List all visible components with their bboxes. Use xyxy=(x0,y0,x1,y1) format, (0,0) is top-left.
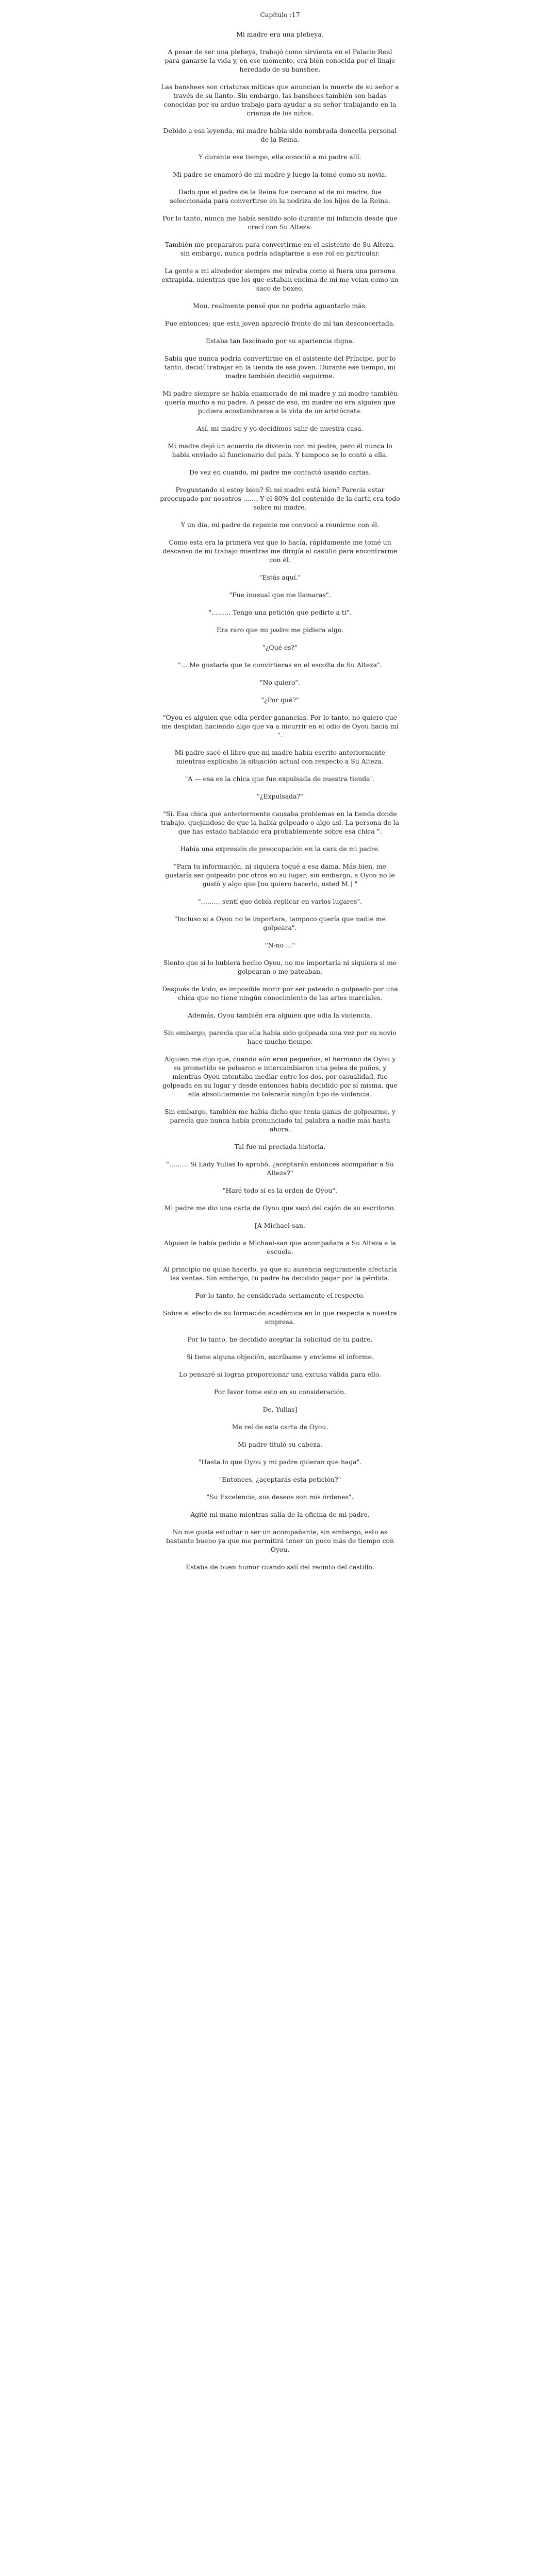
paragraph: Siento que si lo hubiera hecho Oyou, no me importaría ni siquiera si me golpearan o me pateaban. xyxy=(163,959,397,975)
paragraph: Si tiene alguna objeción, escríbame y envíeme el informe. xyxy=(186,1353,374,1361)
paragraph: Por lo tanto, nunca me había sentido solo durante mi infancia desde que crecí con Su Alteza. xyxy=(162,214,398,231)
paragraph: Tal fue mi preciada historia. xyxy=(234,1143,326,1150)
paragraph: De vez en cuando, mi padre me contactó usando cartas. xyxy=(189,468,371,476)
paragraph: "Para tu información, ni siquiera toqué a esa dama. Más bien, me gustaría ser golpeado por otros en su lugar; sin embargo, a Oyou no le gustó y algo que [no quiero hacerlo, usted M.] " xyxy=(165,862,395,888)
paragraph: Las banshees son criaturas míticas que anuncian la muerte de su señor a través de su llanto. Sin embargo, las banshees también son hadas conocidas por su arduo trabajo para ayudar a su señor trabajando en la crianza de los niños. xyxy=(161,83,399,117)
paragraph: Sin embargo, también me había dicho que tenía ganas de golpearme, y parecía que nunca había pronunciado tal palabra a nadie más hasta ahora. xyxy=(164,1108,396,1133)
paragraph: La gente a mi alrededor siempre me miraba como si fuera una persona extrapida, mientras que los que estaban encima de mí me veían como un saco de boxeo. xyxy=(161,267,399,292)
paragraph: Preguntando si estoy bien? Si mi madre está bien? Parecía estar preocupado por nosotros ……. Y el 80% del contenido de la carta era todo sobre mi madre. xyxy=(160,486,400,511)
chapter-title: Capítulo :17 xyxy=(260,11,300,19)
paragraph: "A — esa es la chica que fue expulsada de nuestra tienda". xyxy=(185,775,375,783)
paragraph: Agité mi mano mientras salía de la oficina de mi padre. xyxy=(190,1511,370,1518)
paragraph: No me gusta estudiar o ser un acompañante, sin embargo, esto es bastante bueno ya que me permitirá tener un poco más de tiempo con Oyou. xyxy=(166,1528,394,1553)
paragraph: Estaba de buen humor cuando salí del recinto del castillo. xyxy=(186,1563,374,1571)
paragraph: Como esta era la primera vez que lo hacía, rápidamente me tomé un descanso de mi trabajo mientras me dirigía al castillo para encontrarme con él. xyxy=(162,538,398,564)
paragraph: Mou, realmente pensé que no podría aguantarlo más. xyxy=(193,302,367,310)
paragraph: Después de todo, es imposible morir por ser pateado o golpeado por una chica que no tiene ningún conocimiento de las artes marciales. xyxy=(162,985,398,1002)
paragraph: Mi padre siempre se había enamorado de mi madre y mi madre también quería mucho a mi padre. A pesar de eso, mi madre no era alguien que pudiera acostumbrarse a la vida de un aristócrata. xyxy=(162,389,398,415)
paragraph: A pesar de ser una plebeya, trabajó como sirvienta en el Palacio Real para ganarse la vida y, en ese momento, era bien conocida por el linaje heredado de su banshee. xyxy=(164,48,396,73)
paragraph: Lo pensaré si logras proporcionar una excusa válida para ello. xyxy=(178,1370,382,1378)
paragraph: Alguien me dijo que, cuando aún eran pequeños, el hermano de Oyou y su prometido se pelearon e intercambiaron una pelea de puños, y mientras Oyou intentaba mediar entre los dos, por casualidad, fue golpeada en su lugar y desde entonces había decidido por sí misma, que ella absolutamente no toleraría ningún tipo de violencia. xyxy=(162,1055,398,1098)
paragraph: De, Yulias] xyxy=(262,1405,298,1413)
paragraph: Había una expresión de preocupación en la cara de mi padre. xyxy=(180,845,380,853)
paragraph: "¿Qué es?" xyxy=(262,643,298,651)
chapter-text xyxy=(160,10,400,1580)
paragraph: "Fue inusual que me llamaras". xyxy=(229,591,331,599)
paragraph: Mi padre sacó el libro que mi madre había escrito anteriormente mientras explicaba la situación actual con respecto a Su Alteza. xyxy=(174,749,386,765)
paragraph: "Su Excelencia, sus deseos son mis órdenes". xyxy=(206,1493,354,1501)
paragraph: Estaba tan fascinado por su apariencia digna. xyxy=(205,337,355,345)
paragraph: Por favor tome esto en su consideración. xyxy=(213,1388,347,1396)
paragraph: Al principio no quise hacerlo, ya que su ausencia seguramente afectaría las ventas. Sin embargo, tu padre ha decidido pagar por la pérdida. xyxy=(163,1265,397,1282)
paragraph: Dado que el padre de la Reina fue cercano al de mi madre, fue seleccionada para convertirse en la nodriza de los hijos de la Reina. xyxy=(170,188,390,205)
paragraph: Mi madre dejó un acuerdo de divorcio con mi padre, pero él nunca lo había enviado al funcionario del país. Y tampoco se lo contó a ella. xyxy=(168,442,392,459)
paragraph: [A Michael-san. xyxy=(255,1222,305,1229)
paragraph: Por lo tanto, he considerado seriamente el respecto. xyxy=(195,1292,365,1299)
paragraph: Mi padre tituló su cabeza. xyxy=(237,1440,323,1448)
paragraph: Y un día, mi padre de repente me convocó a reunirme con él. xyxy=(180,521,380,529)
paragraph: "……… Si Lady Yulias lo aprobó, ¿aceptarán entonces acompañar a Su Alteza?" xyxy=(166,1160,394,1177)
paragraph: Por lo tanto, he decidido aceptar la solicitud de tu padre. xyxy=(187,1335,373,1343)
paragraph: "No quiero". xyxy=(259,679,301,686)
paragraph: Sin embargo, parecía que ella había sido golpeada una vez por su novio hace mucho tiempo. xyxy=(163,1029,397,1045)
paragraph: También me prepararon para convertirme en el asistente de Su Alteza, sin embargo, nunca podría adaptarme a ese rol en particular. xyxy=(164,241,396,257)
paragraph: Era raro que mi padre me pidiera algo. xyxy=(216,626,344,634)
paragraph: "¿Expulsada?" xyxy=(257,792,303,800)
paragraph: "Hasta lo que Oyou y mi padre quieran que haga". xyxy=(198,1458,362,1466)
paragraph: Sabía que nunca podría convertirme en el asistente del Príncipe, por lo tanto, decidí trabajar en la tienda de esa joven. Durante ese tiempo, mi madre también decidió seguirme. xyxy=(164,354,396,380)
paragraph: Sobre el efecto de su formación académica en lo que respecta a nuestra empresa. xyxy=(163,1309,397,1326)
paragraph: "Haré todo si es la orden de Oyou". xyxy=(222,1187,338,1194)
paragraph: Fue entonces; que esta joven apareció frente de mí tan desconcertada. xyxy=(164,319,396,327)
paragraph: "Entonces, ¿aceptarás esta petición?" xyxy=(219,1476,341,1483)
paragraph: Y durante ese tiempo, ella conoció a mi padre allí. xyxy=(199,153,361,161)
paragraph: Mi padre me dio una carta de Oyou que sacó del cajón de su escritorio. xyxy=(164,1204,396,1212)
paragraph: "Incluso si a Oyou no le importara, tampoco quería que nadie me golpeara". xyxy=(174,915,386,931)
paragraph: Alguien le había pedido a Michael-san que acompañara a Su Alteza a la escuela. xyxy=(164,1239,396,1256)
paragraph: "… Me gustaría que te convirtieras en el escolta de Su Alteza". xyxy=(178,661,382,669)
paragraph: Debido a esa leyenda, mi madre había sido nombrada doncella personal de la Reina. xyxy=(163,127,397,143)
paragraph: Así, mi madre y yo decidimos salir de nuestra casa. xyxy=(196,425,364,432)
paragraph: Mi padre se enamoró de mi madre y luego la tomó como su novia. xyxy=(173,171,387,178)
paragraph: Mi madre era una plebeya. xyxy=(236,30,324,38)
paragraph: "……… sentí que debía replicar en varios lugares". xyxy=(197,897,363,905)
paragraph: "N-no …" xyxy=(265,941,295,949)
paragraph: "Sí. Esa chica que anteriormente causaba problemas en la tienda donde trabajo, quejándose de que la había golpeado o algo así. La persona de la que has estado hablando era probablemente sobre esa chica ". xyxy=(161,810,399,835)
paragraph: "¿Por qué?" xyxy=(261,696,299,704)
paragraph: "……… Tengo una petición que pedirte a ti". xyxy=(208,608,352,616)
paragraph: "Estás aquí." xyxy=(259,573,301,581)
paragraph: Me reí de esta carta de Oyou. xyxy=(232,1423,328,1431)
paragraph: Además, Oyou también era alguien que odia la violencia. xyxy=(188,1011,372,1019)
paragraph: "Oyou es alguien que odia perder ganancias. Por lo tanto, no quiero que me despidan haciendo algo que va a incurrir en el odio de Oyou hacia mí ". xyxy=(161,714,399,739)
